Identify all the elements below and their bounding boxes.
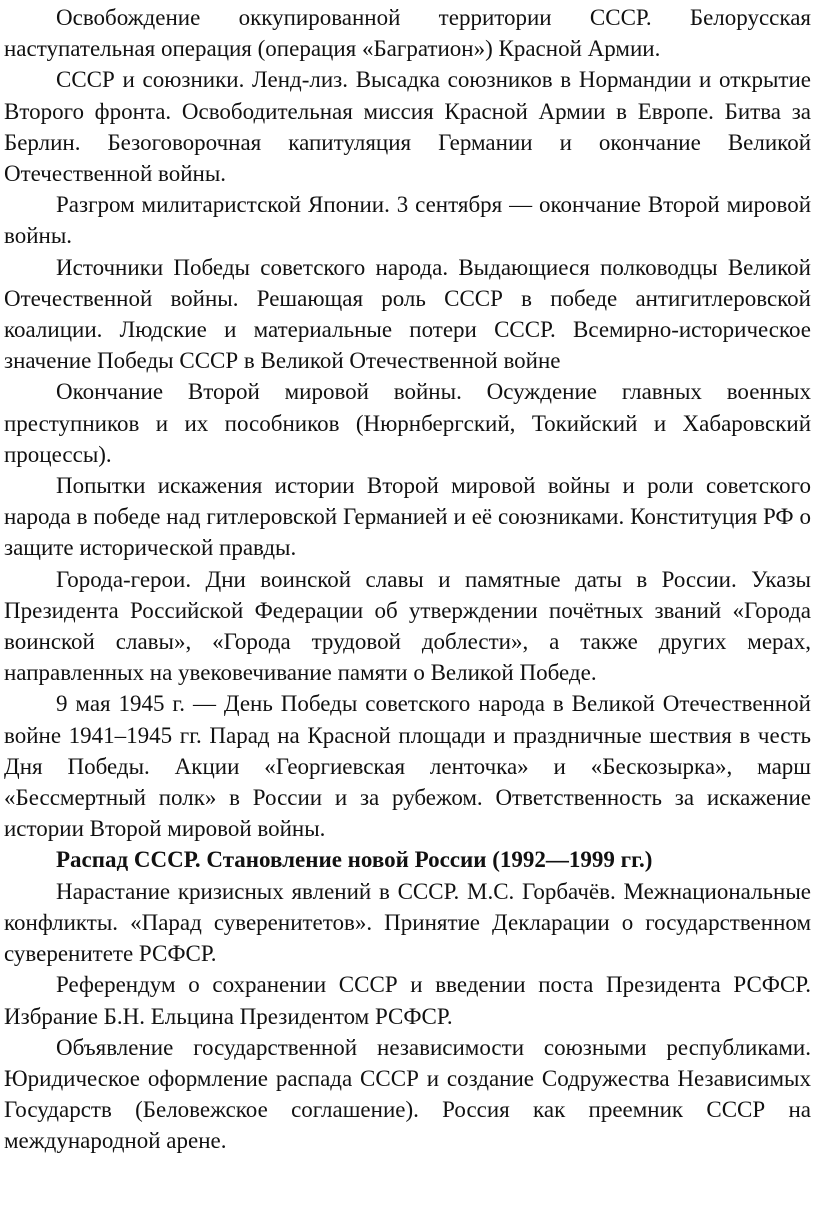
section-heading: Распад СССР. Становление новой России (1992—1999 гг.) (56, 847, 653, 873)
paragraph-victory-day: 9 мая 1945 г. — День Победы советского народа в Великой Отечественной войне 1941–1945 гг. Парад на Красной площади и праздничные шествия в честь Дня Победы. Акции «Георгиевская ленточка» и «Бескозырка», марш «Бессмертный полк» в России и за рубежом. Ответственность за искажение истории Второй мировой войны. (4, 691, 811, 842)
paragraph-hero-cities: Города-герои. Дни воинской славы и памятные даты в России. Указы Президента Российской Федерации об утверждении почётных званий «Города воинской славы», «Города трудовой доблести», а также других мерах, направленных на увековечивание памяти о Великой Победе. (4, 566, 811, 686)
paragraph-crisis: Нарастание кризисных явлений в СССР. М.С. Горбачёв. Межнациональные конфликты. «Парад суверенитетов». Принятие Декларации о государственном суверенитете РСФСР. (4, 878, 811, 967)
paragraph-war-end: Окончание Второй мировой войны. Осуждение главных военных преступников и их пособников (Нюрнбергский, Токийский и Хабаровский процессы). (4, 379, 811, 467)
paragraph-history-distortion: Попытки искажения истории Второй мировой войны и роли советского народа в победе над гитлеровской Германией и её союзниками. Конституция РФ о защите исторической правды. (4, 473, 811, 561)
paragraph-japan: Разгром милитаристской Японии. 3 сентября — окончание Второй мировой войны. (4, 192, 811, 249)
paragraph-victory-sources: Источники Победы советского народа. Выдающиеся полководцы Великой Отечественной войны. Решающая роль СССР в победе антигитлеровской коалиции. Людские и материальные потери СССР. Всемирно-историческое значение Победы СССР в Великой Отечественной войне (4, 254, 811, 374)
paragraph-liberation: Освобождение оккупированной территории СССР. Белорусская наступательная операция (операция «Багратион») Красной Армии. (4, 5, 811, 62)
paragraph-independence: Объявление государственной независимости союзными республиками. Юридическое оформление распада СССР и создание Содружества Независимых Государств (Беловежское соглашение). Россия как преемник СССР на международной арене. (4, 1034, 811, 1154)
paragraph-referendum: Референдум о сохранении СССР и введении поста Президента РСФСР. Избрание Б.Н. Ельцина Президентом РСФСР. (4, 972, 811, 1029)
paragraph-allies: СССР и союзники. Ленд-лиз. Высадка союзников в Нормандии и открытие Второго фронта. Освободительная миссия Красной Армии в Европе. Битва за Берлин. Безоговорочная капитуляция Германии и окончание Великой Отечественной войны. (4, 67, 811, 187)
